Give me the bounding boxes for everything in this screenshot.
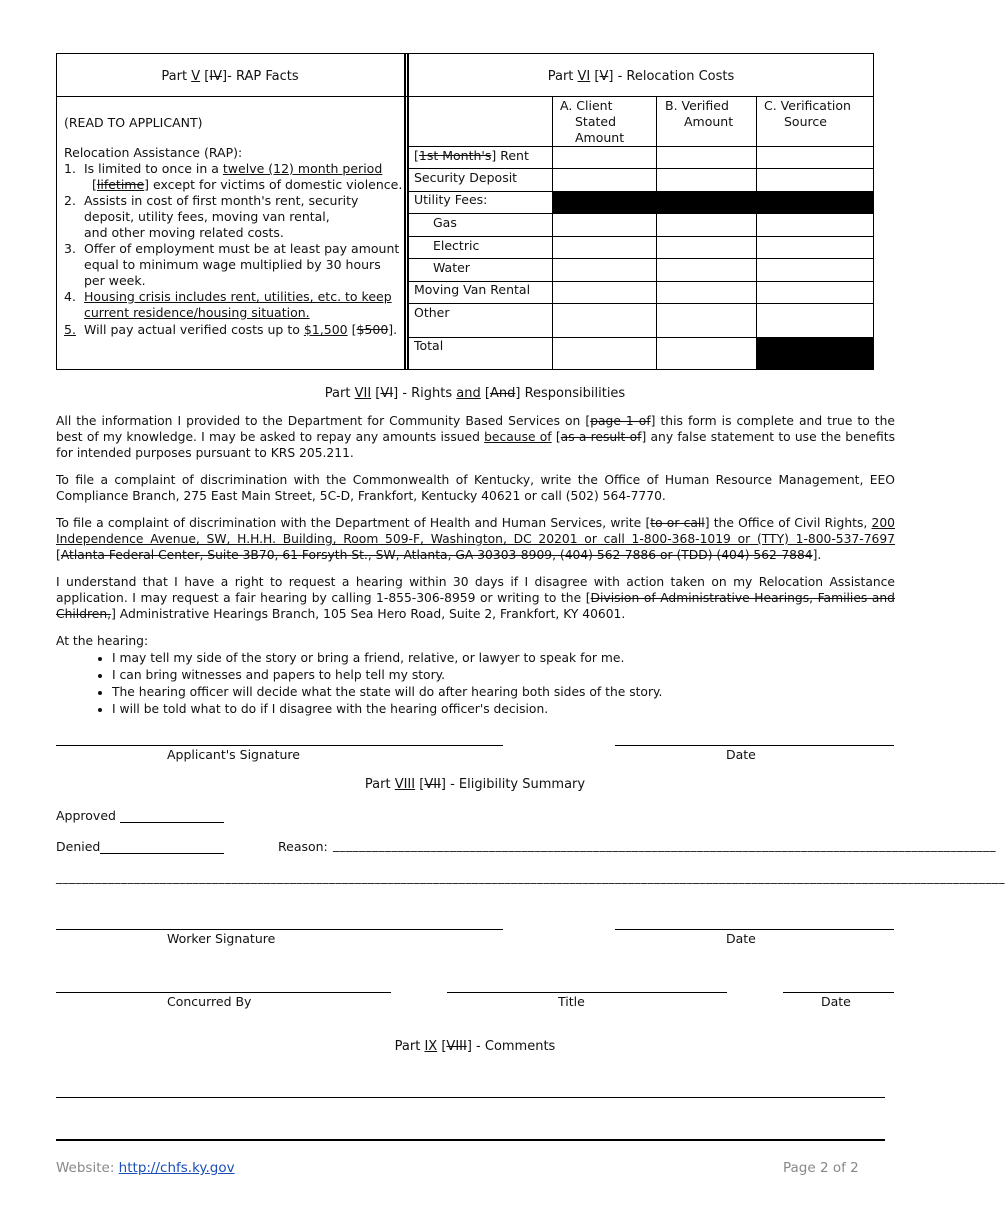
col-verification-source: C. Verification Source xyxy=(764,98,851,129)
ky-complaint: To file a complaint of discrimination with the Commonwealth of Kentucky, write the Office of Human Resource Management, EEO Compliance Branch, 275 East Main Street, 5C-D, Frankfort, Kentucky 40621 or call (502) 564-7770. xyxy=(56,473,895,503)
row-security-deposit: Security Deposit xyxy=(414,170,518,185)
row-rule xyxy=(407,213,874,214)
website-link[interactable]: http://chfs.ky.gov xyxy=(118,1160,235,1176)
list-item: • I will be told what to do if I disagree with the hearing officer's decision. xyxy=(112,701,662,718)
applicant-date-label: Date xyxy=(726,747,756,762)
worker-signature-line[interactable] xyxy=(56,929,503,930)
worker-date-label: Date xyxy=(726,931,756,946)
info-statement: All the information I provided to the Department for Community Based Services on [page 1 of] this form is complete and true to the best of my knowledge. I may be asked to repay any amounts issued because of [as a result of] any false statement to use the benefits for intended purposes pursuant to KRS 205.211. xyxy=(56,414,895,460)
table-divider xyxy=(407,53,409,370)
reason-field-line-2[interactable]: __________________________________________________________________________________________________________________________________________________ xyxy=(56,870,1005,884)
hearing-intro: At the hearing: xyxy=(56,634,149,648)
applicant-date-line[interactable] xyxy=(615,745,894,746)
rap-item-2: 2. Assists in cost of first month's rent, security deposit, utility fees, moving van rental, and other moving related costs. xyxy=(64,193,359,240)
applicant-signature-line[interactable] xyxy=(56,745,503,746)
row-rule xyxy=(407,303,874,304)
row-gas: Gas xyxy=(433,215,457,230)
comments-line-2[interactable] xyxy=(56,1139,885,1141)
row-rule xyxy=(407,258,874,259)
row-utility-fees: Utility Fees: xyxy=(414,192,488,207)
read-note: (READ TO APPLICANT) xyxy=(64,115,203,130)
approved-field[interactable] xyxy=(120,822,224,823)
col-verified: B. Verified Amount xyxy=(665,98,734,129)
header-rule xyxy=(56,96,874,97)
comments-line-1[interactable] xyxy=(56,1097,885,1098)
row-rule xyxy=(407,168,874,169)
row-moving-van: Moving Van Rental xyxy=(414,282,531,297)
concurred-label: Concurred By xyxy=(167,994,252,1009)
col-divider xyxy=(656,96,657,370)
worker-date-line[interactable] xyxy=(615,929,894,930)
reason-field[interactable]: ______________________________________________________________________________________________________ xyxy=(333,838,996,852)
page-number: Page 2 of 2 xyxy=(783,1160,859,1176)
hearing-bullets xyxy=(84,650,662,718)
title-line[interactable] xyxy=(447,992,727,993)
shaded-cell xyxy=(756,337,874,370)
list-item: • The hearing officer will decide what the state will do after hearing both sides of the story. xyxy=(112,684,662,701)
part5-title: Part V [IV]- RAP Facts xyxy=(161,69,299,84)
approved-label: Approved xyxy=(56,808,116,823)
row-rule xyxy=(407,146,874,147)
row-water: Water xyxy=(433,260,470,275)
hhs-complaint: To file a complaint of discrimination with the Department of Health and Human Services, write [to or call] the Office of Civil Rights, 200 Independence Avenue, SW, H.H.H. Building, Room 509-F, Washington, DC 20201 or call 1-800-368-1019 or (TTY) 1-800-537-7697 [Atlanta Federal Center, Suite 3B70, 61 Forsyth St., SW, Atlanta, GA 30303-8909, (404) 562-7886 or (TDD) (404) 562-7884]. xyxy=(56,516,895,562)
reason-label: Reason: xyxy=(278,839,328,854)
part8-title: Part VIII [VII] - Eligibility Summary xyxy=(364,777,586,792)
denied-label: Denied xyxy=(56,839,101,854)
rap-item-3: 3. Offer of employment must be at least pay amount equal to minimum wage multiplied by 30 hours per week. xyxy=(64,241,400,288)
row-other: Other xyxy=(414,305,450,320)
col-client-stated: A. Client Stated Amount xyxy=(560,98,625,145)
row-rule xyxy=(407,236,874,237)
rap-item-4: 4. Housing crisis includes rent, utilities, etc. to keep current residence/housing situation. xyxy=(64,289,392,320)
concurred-date-label: Date xyxy=(821,994,851,1009)
concurred-date-line[interactable] xyxy=(783,992,894,993)
col-divider xyxy=(552,96,553,370)
part6-title: Part VI [V] - Relocation Costs xyxy=(547,69,735,84)
worker-signature-label: Worker Signature xyxy=(167,931,276,946)
list-item: • I may tell my side of the story or bring a friend, relative, or lawyer to speak for me. xyxy=(112,650,662,667)
concurred-line[interactable] xyxy=(56,992,391,993)
shaded-cell xyxy=(552,191,874,213)
row-electric: Electric xyxy=(433,238,480,253)
col-divider xyxy=(756,96,757,370)
row-total: Total xyxy=(414,338,444,353)
title-label: Title xyxy=(558,994,585,1009)
part7-title: Part VII [VI] - Rights and [And] Responsibilities xyxy=(324,386,626,401)
hearing-rights: I understand that I have a right to request a hearing within 30 days if I disagree with action taken on my Relocation Assistance application. I may request a fair hearing by calling 1-855-306-8959 or writing to the [Division of Administrative Hearings, Families and Children,] Administrative Hearings Branch, 105 Sea Hero Road, Suite 2, Frankfort, KY 40601. xyxy=(56,575,895,621)
table-divider xyxy=(404,53,406,370)
list-item: • I can bring witnesses and papers to help tell my story. xyxy=(112,667,662,684)
applicant-signature-label: Applicant's Signature xyxy=(167,747,300,762)
rap-item-5: 5. Will pay actual verified costs up to $1,500 [$500]. xyxy=(64,322,398,337)
footer-website: Website: http://chfs.ky.gov xyxy=(56,1160,235,1176)
rap-intro: Relocation Assistance (RAP): xyxy=(64,145,243,160)
part9-title: Part IX [VIII] - Comments xyxy=(394,1039,556,1054)
denied-field[interactable] xyxy=(100,853,224,854)
rap-item-1: 1. Is limited to once in a twelve (12) month period [lifetime] except for victims of domestic violence. xyxy=(64,161,403,192)
row-rent: [1st Month's] Rent xyxy=(414,148,529,163)
